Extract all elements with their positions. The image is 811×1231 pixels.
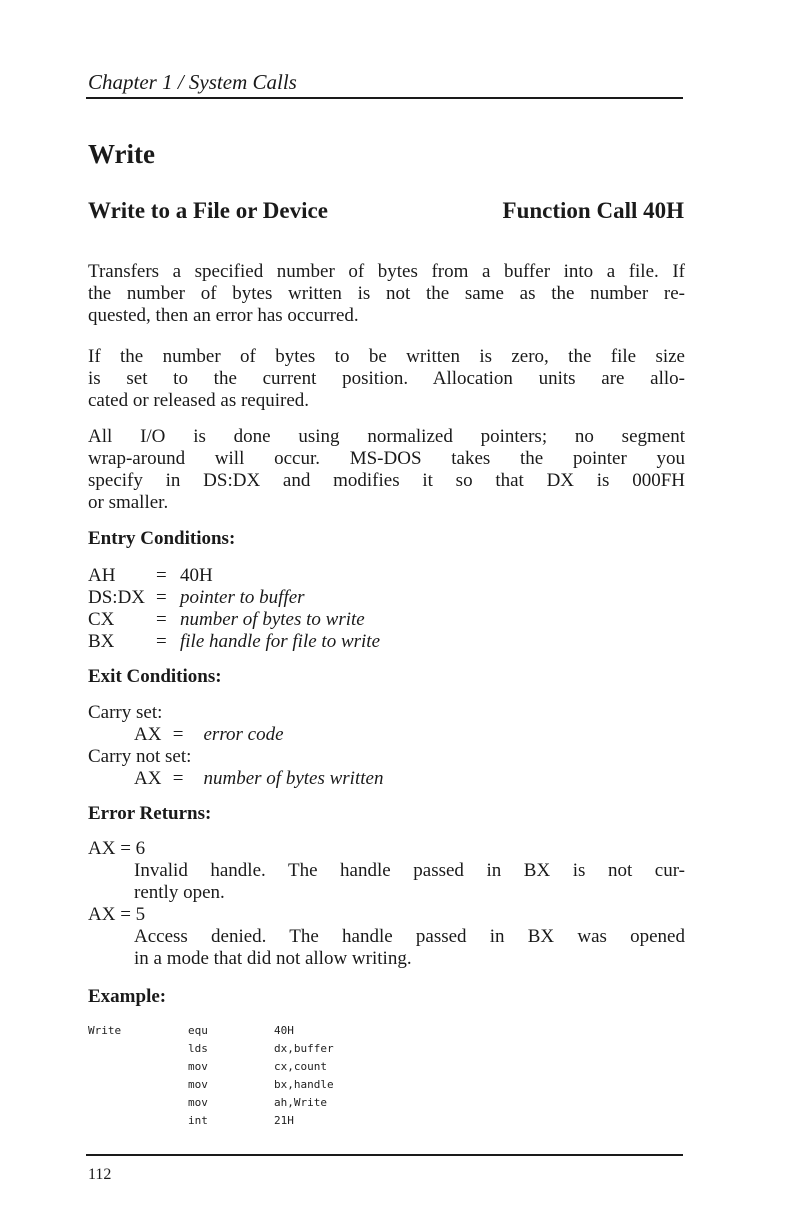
carry-not-set-label: Carry not set: xyxy=(88,746,192,767)
register-value: number of bytes to write xyxy=(180,609,365,630)
code-label xyxy=(88,1040,188,1058)
text-line: the number of bytes written is not the same as the number re- xyxy=(88,283,685,304)
code-line xyxy=(88,1058,334,1076)
paragraph-1 xyxy=(88,261,685,327)
text-line: is set to the current position. Allocation units are allo- xyxy=(88,368,685,389)
error-description xyxy=(88,860,685,904)
code-op: mov xyxy=(188,1078,208,1091)
code-label xyxy=(88,1094,188,1112)
text-line: All I/O is done using normalized pointers; no segment xyxy=(88,426,685,447)
register-value: number of bytes written xyxy=(203,768,384,789)
register: AX xyxy=(134,724,162,745)
code-line xyxy=(88,1076,334,1094)
exit-conditions-list xyxy=(88,702,383,790)
code-op: lds xyxy=(188,1042,208,1055)
register: DS:DX xyxy=(88,587,146,608)
text-line: cated or released as required. xyxy=(88,390,310,411)
entry-row xyxy=(88,587,380,609)
error-code: AX = 6 xyxy=(88,838,146,859)
error-description xyxy=(88,926,685,970)
exit-conditions-heading: Exit Conditions: xyxy=(88,666,222,687)
code-operand: 21H xyxy=(274,1114,294,1127)
exit-row xyxy=(88,768,383,790)
code-label xyxy=(88,1058,188,1076)
paragraph-2 xyxy=(88,346,685,412)
equals-sign: = xyxy=(156,609,167,630)
code-label: Write xyxy=(88,1024,122,1037)
page-title: Write xyxy=(88,139,155,169)
error-returns-list xyxy=(88,838,685,970)
code-line xyxy=(88,1022,334,1040)
header-rule xyxy=(86,97,683,99)
equals-sign: = xyxy=(156,587,167,608)
entry-conditions-list xyxy=(88,565,380,653)
text-line: quested, then an error has occurred. xyxy=(88,305,359,326)
code-operand: cx,count xyxy=(274,1060,327,1073)
function-call-label: Function Call 40H xyxy=(502,198,684,223)
entry-row xyxy=(88,609,380,631)
text-line: in a mode that did not allow writing. xyxy=(134,948,412,969)
text-line: If the number of bytes to be written is zero, the file size xyxy=(88,346,685,367)
text-line: or smaller. xyxy=(88,492,169,513)
running-head: Chapter 1 / System Calls xyxy=(88,70,297,94)
register-value: 40H xyxy=(180,565,213,586)
error-returns-heading: Error Returns: xyxy=(88,803,212,824)
code-line xyxy=(88,1040,334,1058)
code-line xyxy=(88,1094,334,1112)
page-number: 112 xyxy=(88,1166,112,1183)
code-op: int xyxy=(188,1114,208,1127)
text-line: specify in DS:DX and modifies it so that DX is 000FH xyxy=(88,470,685,491)
paragraph-3 xyxy=(88,426,685,514)
code-label xyxy=(88,1076,188,1094)
equals-sign: = xyxy=(172,768,184,789)
code-op: mov xyxy=(188,1096,208,1109)
register: BX xyxy=(88,631,115,652)
code-label xyxy=(88,1112,188,1130)
text-line: Transfers a specified number of bytes from a buffer into a file. If xyxy=(88,261,685,282)
equals-sign: = xyxy=(156,631,167,652)
carry-set-label: Carry set: xyxy=(88,702,163,723)
register-value: pointer to buffer xyxy=(180,587,305,608)
entry-conditions-heading: Entry Conditions: xyxy=(88,528,236,549)
footer-rule xyxy=(86,1154,683,1156)
error-code: AX = 5 xyxy=(88,904,146,925)
text-line: Invalid handle. The handle passed in BX is not cur- xyxy=(134,860,685,881)
entry-row xyxy=(88,631,380,653)
register-value: error code xyxy=(203,724,284,745)
code-line xyxy=(88,1112,334,1130)
entry-row xyxy=(88,565,380,587)
code-example xyxy=(88,1022,334,1130)
text-line: wrap-around will occur. MS-DOS takes the pointer you xyxy=(88,448,685,469)
exit-row xyxy=(88,724,383,746)
code-op: equ xyxy=(188,1024,208,1037)
text-line: Access denied. The handle passed in BX was opened xyxy=(134,926,685,947)
code-op: mov xyxy=(188,1060,208,1073)
register: CX xyxy=(88,609,115,630)
example-heading: Example: xyxy=(88,986,167,1007)
register-value: file handle for file to write xyxy=(180,631,381,652)
register: AX xyxy=(134,768,162,789)
text-line: rently open. xyxy=(134,882,225,903)
code-operand: ah,Write xyxy=(274,1096,327,1109)
section-subtitle: Write to a File or Device xyxy=(88,198,328,223)
equals-sign: = xyxy=(156,565,167,586)
code-operand: bx,handle xyxy=(274,1078,334,1091)
code-operand: dx,buffer xyxy=(274,1042,334,1055)
equals-sign: = xyxy=(172,724,184,745)
register: AH xyxy=(88,565,116,586)
code-operand: 40H xyxy=(274,1024,294,1037)
